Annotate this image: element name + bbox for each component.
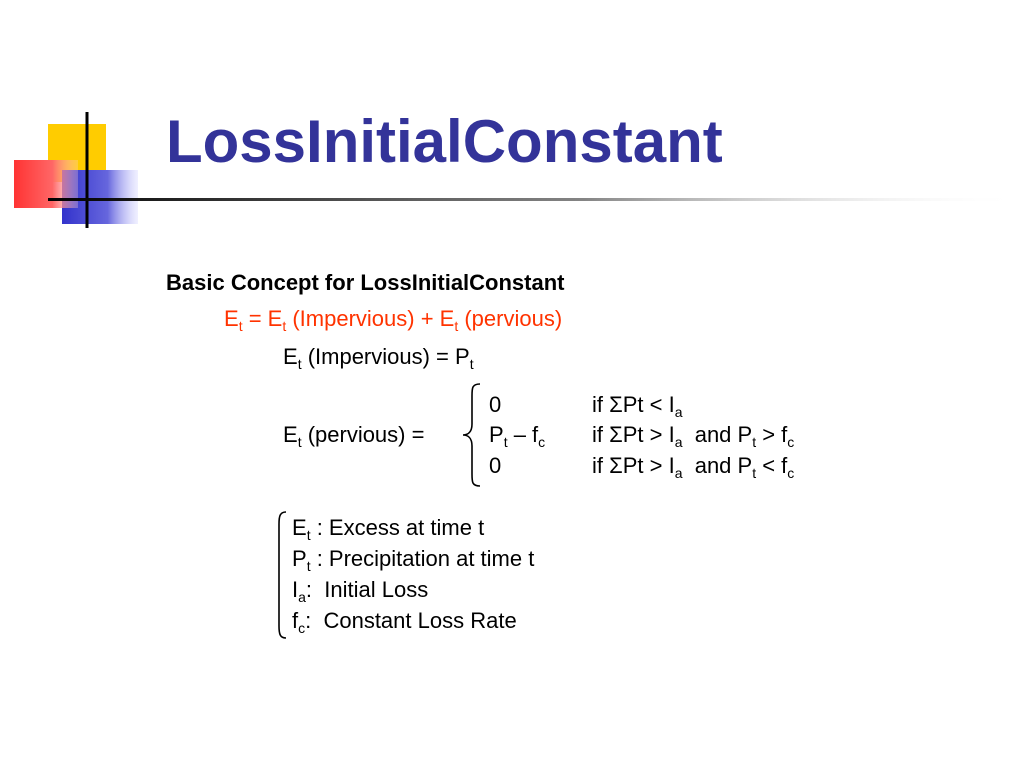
case-3-value: 0	[489, 453, 502, 478]
cases-brace	[460, 382, 484, 488]
section-heading: Basic Concept for LossInitialConstant	[166, 270, 565, 295]
pervious-equation-label: $E_t$ (pervious) =	[283, 422, 425, 450]
definition-constant-loss-rate: $f_c$: Constant Loss Rate	[292, 608, 517, 636]
slide-title: LossInitialConstant	[166, 108, 723, 175]
definition-precipitation: $P_t$ : Precipitation at time t	[292, 546, 535, 574]
case-1-value: 0	[489, 392, 502, 417]
case-1-condition: if $\Sigma Pt < I_a$	[592, 392, 683, 420]
total-excess-equation: $E_t = E_t$ (Impervious) + $E_t$ (pervious)	[224, 306, 563, 334]
case-2-condition: if $\Sigma Pt > I_a$ and $P_t > f_c$	[592, 422, 795, 450]
definition-initial-loss: $I_a$: Initial Loss	[292, 577, 429, 605]
case-2-value: $P_t - f_c$	[489, 422, 546, 450]
definition-excess: $E_t$ : Excess at time t	[292, 515, 485, 543]
impervious-equation: $E_t$ (Impervious) = $P_t$	[283, 344, 474, 372]
case-3-condition: if $\Sigma Pt > I_a$ and $P_t < f_c$	[592, 453, 795, 481]
horizontal-rule	[48, 198, 1024, 201]
definitions-bracket	[274, 510, 288, 640]
